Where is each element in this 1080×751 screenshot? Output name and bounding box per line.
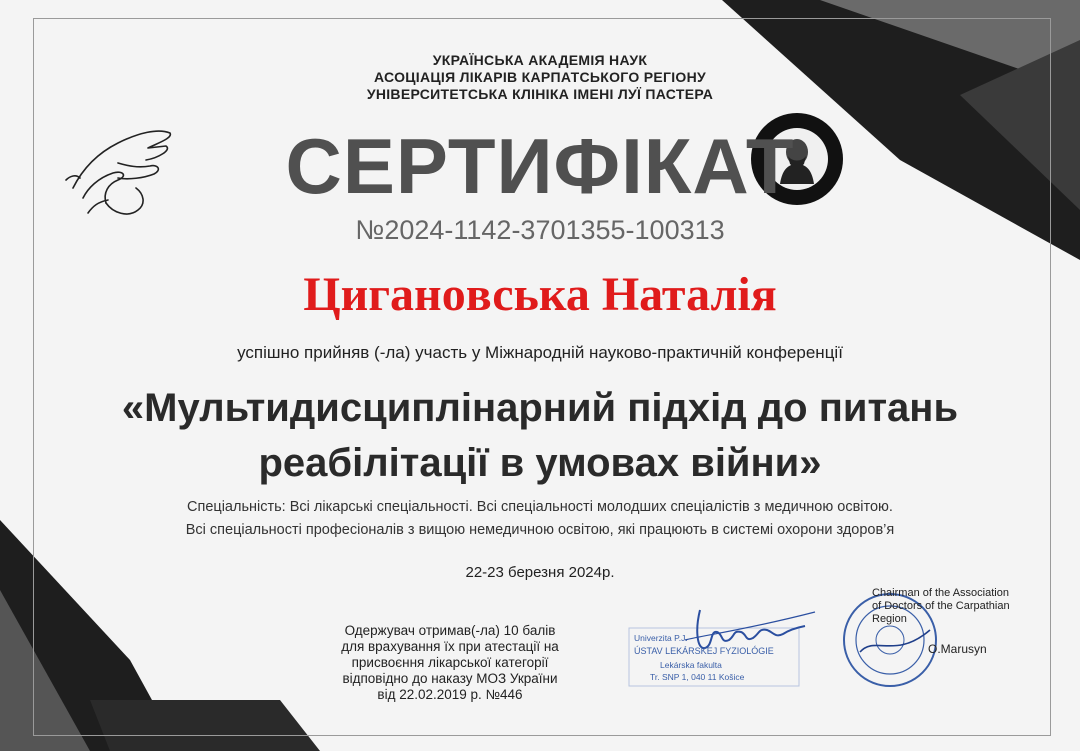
points-line-4: відповідно до наказу МОЗ України [342,671,558,686]
stamp-line-2: ÚSTAV LEKÁRSKEJ FYZIOLÓGIE [634,646,774,656]
certificate-title: СЕРТИФІКАТ [285,122,795,210]
recipient-name: Циганoвська Наталія [303,268,777,321]
specialty-line-1: Спеціальність: Всі лікарські спеціальності. Всі спеціальності молодших спеціалістів з медичною освітою. [187,499,893,515]
participation-text: успішно прийняв (-ла) участь у Міжнародній науково-практичній конференції [237,343,843,362]
points-line-5: від 22.02.2019 р. №446 [377,687,523,702]
specialty-line-2: Всі спеціальності професіоналів з вищою немедичною освітою, які працюють в системі охорони здоров’я [185,522,895,538]
certificate-number: №2024-1142-3701355-100313 [355,215,725,245]
points-line-2: для врахування їх при атестації на [341,639,559,654]
hands-icon [58,118,178,223]
conference-title-line-1: «Мультидисциплінарний підхід до питань [121,386,959,430]
stamp-line-3: Lekárska fakulta [660,660,722,670]
chairman-line-3: Region [872,613,907,625]
points-line-3: присвоєння лікарської категорії [351,655,549,670]
org-line-1: УКРАЇНСЬКА АКАДЕМІЯ НАУК [432,52,648,68]
conference-title-line-2: реабілітації в умовах війни» [258,441,822,485]
conference-date: 22-23 березня 2024р. [465,564,615,581]
stamp-line-1: Univerzita P.J. [634,633,688,643]
chairman-line-2: of Doctors of the Carpathian [872,600,1010,612]
org-line-2: АСОЦІАЦІЯ ЛІКАРІВ КАРПАТСЬКОГО РЕГІОНУ [373,69,707,85]
points-line-1: Одержувач отримав(-ла) 10 балів [344,623,556,638]
org-line-3: УНІВЕРСИТЕТСЬКА КЛІНІКА ІМЕНІ ЛУЇ ПАСТЕРА [366,86,714,102]
chairman-line-1: Chairman of the Association [872,587,1009,599]
stamp-line-4: Tr. SNP 1, 040 11 Košice [650,672,745,682]
signer-name: O.Marusyn [928,642,987,656]
